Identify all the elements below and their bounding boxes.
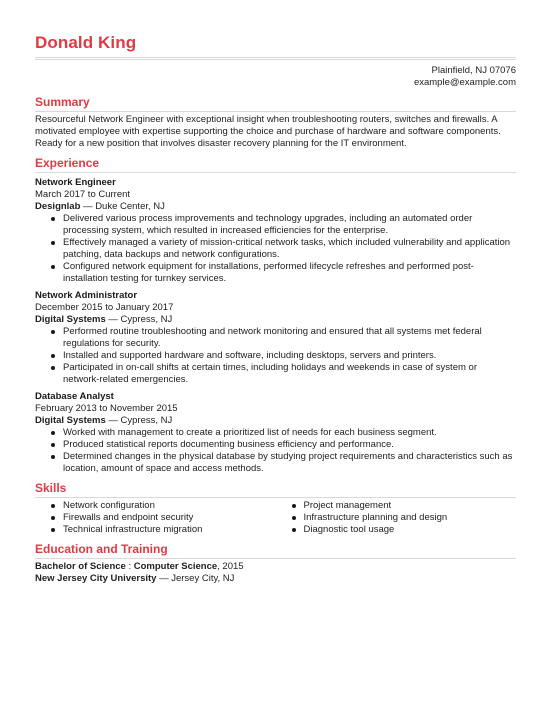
skills-columns [35,500,516,536]
contact-email: example@example.com [413,77,516,88]
skill-text: Infrastructure planning and design [303,512,448,523]
experience-section [35,156,516,475]
candidate-name: Donald King [35,33,137,52]
bullet-icon [51,504,55,508]
skill-text: Firewalls and endpoint security [63,512,194,523]
bullet-icon [51,516,55,520]
company-name: Digital Systems [35,314,106,325]
degree-line [35,561,516,573]
bullet-item [63,237,516,261]
job-entry [35,391,516,475]
job-bullets [35,213,516,285]
school-location: Jersey City, NJ [171,573,235,584]
skill-item [63,512,276,524]
skills-left-list [35,500,276,536]
job-entry [35,290,516,386]
bullet-item [63,326,516,350]
bullet-text: Participated in on-call shifts at certain times, including holidays and weekends in case of system or network-related emergencies. [63,362,477,385]
contact-block [35,65,516,89]
bullet-icon [51,241,55,245]
contact-location: Plainfield, NJ 07076 [431,65,516,76]
bullet-icon [51,366,55,370]
bullet-item [63,362,516,386]
school-line [35,573,516,585]
bullet-icon [51,455,55,459]
skills-right-list [276,500,517,536]
company-location: Duke Center, NJ [95,201,165,212]
experience-divider [35,172,516,173]
company-location: Cypress, NJ [120,314,173,325]
education-divider [35,558,516,559]
job-employer [35,201,516,213]
bullet-text: Performed routine troubleshooting and network monitoring and ensured that all systems met federal regulations for security. [63,326,482,349]
separator-dash: — [159,573,169,584]
experience-heading: Experience [35,156,100,170]
degree-field: Computer Science [133,561,218,572]
job-dates: December 2015 to January 2017 [35,302,174,313]
separator-dash: — [108,314,118,325]
summary-heading: Summary [35,95,90,109]
bullet-item [63,439,516,451]
education-section [35,542,516,585]
job-title: Network Administrator [35,290,138,301]
bullet-text: Effectively managed a variety of mission-critical network tasks, which included vulnerability and application patching, data backups and network configurations. [63,237,511,260]
degree-name: Bachelor of Science [35,561,126,572]
company-location: Cypress, NJ [120,415,173,426]
job-entry [35,177,516,285]
bullet-icon [51,528,55,532]
bullet-icon [51,443,55,447]
skills-section [35,481,516,536]
skill-text: Technical infrastructure migration [63,524,203,535]
bullet-item [63,427,516,439]
separator-dash: — [83,201,93,212]
job-dates: March 2017 to Current [35,189,131,200]
skill-item [304,524,517,536]
job-title: Database Analyst [35,391,114,402]
company-name: Designlab [35,201,81,212]
summary-text: Resourceful Network Engineer with exceptional insight when troubleshooting routers, switches and firewalls. A motivated employee with expertise supporting the choice and purchase of hardware and software components. Ready for a new position that involves disaster recovery planning for the IT environment. [35,114,501,149]
skill-text: Network configuration [63,500,155,511]
job-employer [35,415,516,427]
skills-divider [35,497,516,498]
summary-divider [35,111,516,112]
name-divider [35,57,516,60]
bullet-icon [292,504,296,508]
education-heading: Education and Training [35,542,168,556]
summary-section [35,95,516,150]
bullet-text: Configured network equipment for installations, performed lifecycle refreshes and performed post-installation testing for turnkey services. [63,261,474,284]
job-title: Network Engineer [35,177,116,188]
separator-dash: — [108,415,118,426]
company-name: Digital Systems [35,415,106,426]
job-dates: February 2013 to November 2015 [35,403,178,414]
skill-item [304,500,517,512]
bullet-text: Worked with management to create a prioritized list of needs for each business segment. [63,427,437,438]
bullet-item [63,261,516,285]
bullet-text: Delivered various process improvements and technology upgrades, including an automated order processing system, which resulted in increased efficiencies for the enterprise. [63,213,473,236]
skill-text: Project management [303,500,392,511]
degree-year: , 2015 [217,561,244,572]
bullet-icon [51,265,55,269]
bullet-icon [51,217,55,221]
bullet-icon [51,354,55,358]
bullet-text: Produced statistical reports documenting business efficiency and performance. [63,439,394,450]
skill-text: Diagnostic tool usage [303,524,395,535]
bullet-icon [292,528,296,532]
school-name: New Jersey City University [35,573,157,584]
bullet-text: Determined changes in the physical database by studying project requirements and characteristics such as location, amount of space and access methods. [63,451,513,474]
bullet-icon [51,431,55,435]
job-employer [35,314,516,326]
skills-heading: Skills [35,481,67,495]
job-bullets [35,326,516,386]
skill-item [63,524,276,536]
bullet-icon [51,330,55,334]
bullet-item [63,350,516,362]
bullet-item [63,451,516,475]
degree-colon: : [128,561,132,572]
skill-item [304,512,517,524]
skill-item [63,500,276,512]
bullet-item [63,213,516,237]
bullet-text: Installed and supported hardware and software, including desktops, servers and printers. [63,350,437,361]
bullet-icon [292,516,296,520]
job-bullets [35,427,516,475]
